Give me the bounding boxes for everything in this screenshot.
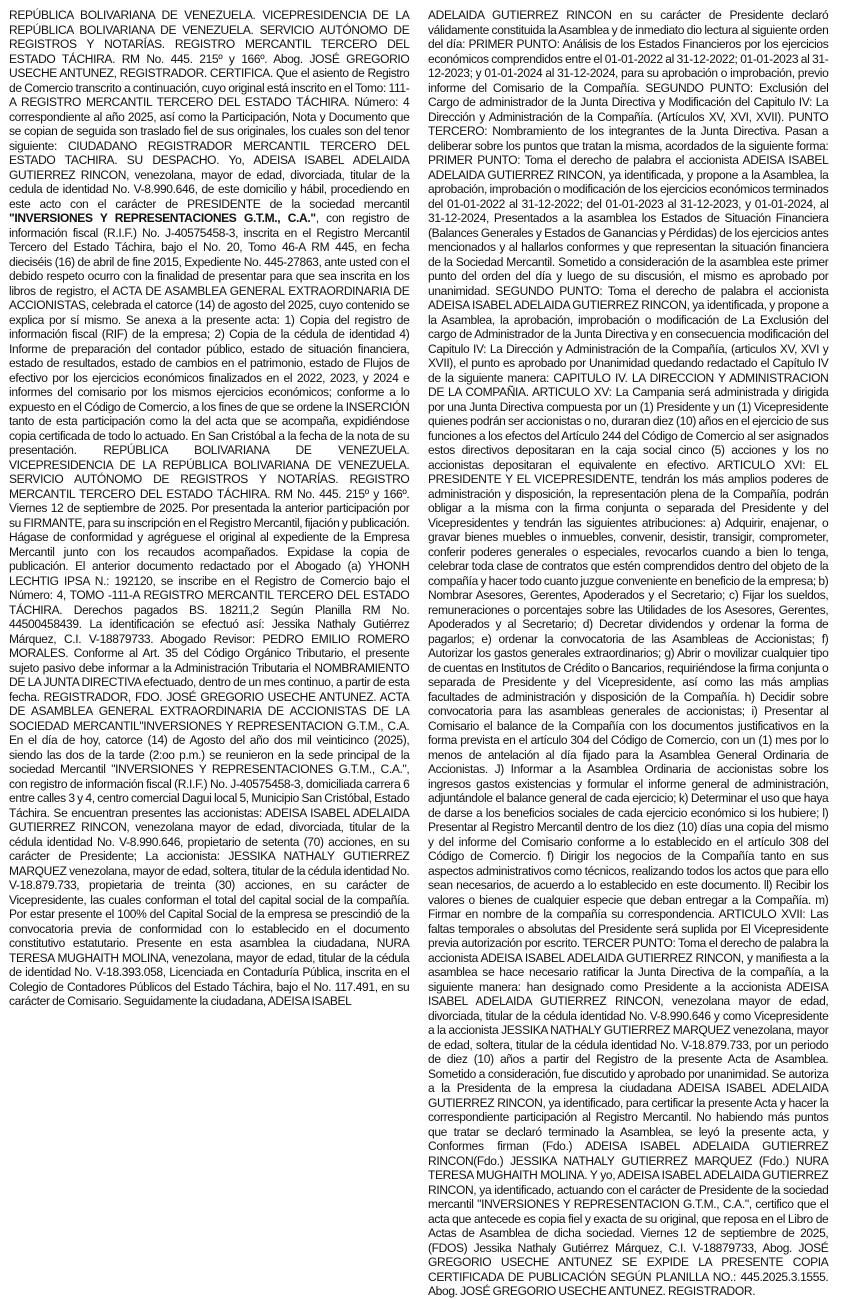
notice-text-part-1: REPÚBLICA BOLIVARIANA DE VENEZUELA. VICEPRESIDENCIA DE LA REPÚBLICA BOLIVARIANA DE VENEZUELA. SERVICIO AUTÓNOMO DE REGISTROS Y NOTARÍAS. REGISTRO MERCANTIL TERCERO DEL ESTADO TÁCHIRA. RM No. 445. 215º y 166º. Abog. JOSÉ GREGORIO USECHE ANTUNEZ, REGISTRADOR. CERTIFICA. Que el asiento de Registro de Comercio transcrito a continuación, cuyo original está inscrito en el Tomo: 111-A REGISTRO MERCANTIL TERCERO DEL ESTADO TÁCHIRA. Número: 4 correspondiente al año 2025, así como la Participación, Nota y Documento que se copian de seguida son traslado fiel de sus originales, los cuales son del tenor siguiente: CIUDADANO REGISTRADOR MERCANTIL TERCERO DEL ESTADO TACHIRA. SU DESPACHO. Yo, ADEISA ISABEL ADELAIDA GUTIERREZ RINCON, venezolana, mayor de edad, divorciada, titular de la cedula de identidad No. V-8.990.646, de este domicilio y hábil, procediendo en este acto con el carácter de PRESIDENTE de la sociedad mercantil (9, 8, 410, 211)
notice-text-continued: ADELAIDA GUTIERREZ RINCON en su carácter de Presidente declaró válidamente constituida la Asamblea y de inmediato dio lectura al siguiente orden del día: PRIMER PUNTO: Análisis de los Estados Financieros por los ejercicios económicos comprendidos entre el 01-01-2022 al 31-12-2022; 01-01-2023 al 31-12-2023; y 01-01-2024 al 31-12-2024, para su aprobación o improbación, previo informe del Comisario de la Compañía. SEGUNDO PUNTO: Exclusión del Cargo de administrador de la Junta Directiva y Modificación del Capitulo IV: La Dirección y Administración de la Compañía. (Artículos XV, XVI, XVII). PUNTO TERCERO: Nombramiento de los integrantes de la Junta Directiva. Pasan a deliberar sobre los puntos que tratan la misma, acordados de la siguiente forma: PRIMER PUNTO: Toma el derecho de palabra el accionista ADEISA ISABEL ADELAIDA GUTIERREZ RINCON, ya identificada, y propone a la Asamblea, la aprobación, improbación o modificación de los ejercicios económicos terminados del 01-01-2022 al 31-12-2022; del 01-01-2023 al 31-12-2023, y 01-01-2024, al 31-12-2024, Presentados a la asamblea los Estados de Situación Financiera (Balances Generales y Estados de Ganancias y Pérdidas) de los ejercicios antes mencionados y al hallarlos conformes y que representan la situación financiera de la Sociedad Mercantil. Sometido a consideración de la asamblea este primer punto del orden del día y luego de su discusión, el mismo es aprobado por unanimidad. SEGUNDO PUNTO: Toma el derecho de palabra el accionista ADEISA ISABEL ADELAIDA GUTIERREZ RINCON, ya identificada, y propone a la Asamblea, la aprobación, improbación o modificación de La Exclusión del cargo de Administrador de la Junta Directiva y en consecuencia modificación del Capitulo IV: La Dirección y Administración de la Compañía, (articulos XV, XVI y XVII), el punto es aprobado por Unanimidad quedando redactado el Capítulo IV de la siguiente manera: CAPITULO IV. LA DIRECCION Y ADMINISTRACION DE LA COMPAÑIA. ARTICULO XV: La Campania será administrada y dirigida por una Junta Directiva compuesta por un (1) Presidente y un (1) Vicepresidente quienes podrán ser accionistas o no, duraran diez (10) años en el ejercicio de sus funciones a los efectos del Artículo 244 del Código de Comercio al ser asignados estos directivos depositaran en la caja social cinco (5) acciones y los no accionistas depositaran el equivalente en efectivo. ARTICULO XVI: EL PRESIDENTE Y EL VICEPRESIDENTE, tendrán los más amplios poderes de administración y disposición, la representación plena de la Compañía, podrán obligar a la misma con la firma conjunta o separada del Presidente y del Vicepresidentes y tendrán las siguientes atribuciones: a) Adquirir, enajenar, o gravar bienes muebles o inmuebles, convenir, desistir, transigir, comprometer, conferir poderes generales o especiales, revocarlos cuando a bien lo tenga, celebrar toda clase de contratos que estén comprendidos dentro del objeto de la compañía y hacer todo cuanto juzgue conveniente en beneficio de la empresa; b) Nombrar Asesores, Gerentes, Apoderados y el Secretario; c) Fijar los sueldos, remuneraciones o porcentajes sobre las Utilidades de los Asesores, Gerentes, Apoderados y al Secretario; d) Decretar dividendos y ordenar la forma de pagarlos; e) ordenar la convocatoria de las Asambleas de Accionistas; f) Autorizar los gastos generales extraordinarios; g) Abrir o movilizar cualquier tipo de cuentas en Institutos de Crédito o Bancarios, requiriéndose la firma conjunta o separada de Presidente y del Vicepresidente, así como las más amplias facultades de administración y disposición de la Compañía. h) Decidir sobre convocatoria para las asambleas generales de accionistas; i) Presentar al Comisario el balance de la Compañía con los documentos justificativos en la forma prevista en el artículo 304 del Código de Comercio, con un (1) mes por lo menos de antelación al día fijado para la Asamblea General Ordinaria de Accionistas. J) Informar a la Asamblea Ordinaria de accionistas sobre los ingresos gastos existencias y formular el informe general de administración, adjuntándole el balance general de cada ejercicio; k) Determinar el uso que haya de darse a los beneficios sociales de cada ejercicio económico si los hubiere; l) Presentar al Registro Mercantil dentro de los diez (10) días una copia del mismo y del informe del Comisario conforme a lo establecido en el artículo 308 del Código de Comercio. f) Dirigir los negocios de la Compañía tanto en sus aspectos administrativos como técnicos, realizando todos los actos que para ello sean necesarios, de acuerdo a lo establecido en este documento. ll) Recibir los valores o bienes de cualquier especie que deban entregar a la Compañía. m) Firmar en nombre de la compañía su correspondencia. ARTICULO XVII: Las faltas temporales o absolutas del Presidente será suplida por El Vicepresidente previa autorización por escrito. TERCER PUNTO: Toma el derecho de palabra la accionista ADEISA ISABEL ADELAIDA GUTIERREZ RINCON, y manifiesta a la asamblea se hace necesario ratificar la Junta Directiva de la compañía, a la siguiente manera: han designado como Presidente a la accionista ADEISA ISABEL ADELAIDA GUTIERREZ RINCON, venezolana mayor de edad, divorciada, titular de la cédula identidad No. V-8.990.646 y como Vicepresidente a la accionista JESSIKA NATHALY GUTIERREZ MARQUEZ venezolana, mayor de edad, soltera, titular de la cédula identidad No. V-18.879.733, por un periodo de diez (10) años a partir del Registro de la presente Acta de Asamblea. Sometido a consideración, fue discutido y aprobado por unanimidad. Se autoriza a la Presidenta de la empresa la ciudadana ADEISA ISABEL ADELAIDA GUTIERREZ RINCON, ya identificado, para certificar la presente Acta y hacer la correspondiente participación al Registro Mercantil. No habiendo más puntos que tratar se declaró terminado la Asamblea, se leyó la presente acta, y Conformes firman (Fdo.) ADEISA ISABEL ADELAIDA GUTIERREZ RINCON(Fdo.) JESSIKA NATHALY GUTIERREZ MARQUEZ (Fdo.) NURA TERESA MUGHAITH MOLINA. Y yo, ADEISA ISABEL ADELAIDA GUTIERREZ RINCON, ya identificado, actuando con el carácter de Presidente de la sociedad mercantil "INVERSIONES Y REPRESENTACION G.T.M., C.A.", certifico que el acta que antecede es copia fiel y exacta de su original, que reposa en el Libro de Actas de Asamblea de dicha sociedad. Viernes 12 de septiembre de 2025, (FDOS) Jessika Nathaly Gutiérrez Márquez, C.I. V-18879733, Abog. JOSÉ GREGORIO USECHE ANTUNEZ SE EXPIDE LA PRESENTE COPIA CERTIFICADA DE PUBLICACIÓN SEGÚN PLANILLA NO.: 445.2025.3.1555. Abog. JOSÉ GREGORIO USECHE ANTUNEZ. REGISTRADOR. (427, 8, 828, 1298)
notice-text-part-2: , con registro de información fiscal (R.I.F.) No. J-40575458-3, inscrita en el Registro Mercantil Tercero del Estado Táchira, bajo el No. 20, Tomo 46-A RM 445, en fecha dieciséis (16) de abril de fine 2015, Expediente No. 445-27863, ante usted con el debido respeto ocurro con la finalidad de presentar para que sea inscrita en los libros de registro, el ACTA DE ASAMBLEA GENERAL EXTRAORDINARIA DE ACCIONISTAS, celebrada el catorce (14) de agosto del 2025, cuyo contenido se explica por sí mismo. Se anexa a la presente acta: 1) Copia del registro de información fiscal (RIF) de la empresa; 2) Copia de la cédula de identidad 4) Informe de preparación del contador público, estado de situación financiera, estado de resultados, estado de cambios en el patrimonio, estado de Flujos de efectivo por los ejercicios económicos finalizados en el 2022, 2023, y 2024 e informes del comisario por los mismos ejercicios económicos; conforme a lo expuesto en el Código de Comercio, a los fines de que se ordene la INSERCIÓN tanto de esta participación como la del acta que se acompaña, expidiéndose copia certificada de todo lo actuado. En San Cristóbal a la fecha de la nota de su presentación. REPÚBLICA BOLIVARIANA DE VENEZUELA. VICEPRESIDENCIA DE LA REPÚBLICA BOLIVARIANA DE VENEZUELA. SERVICIO AUTÓNOMO DE REGISTROS Y NOTARÍAS. REGISTRO MERCANTIL TERCERO DEL ESTADO TÁCHIRA. RM No. 445. 215º y 166º. Viernes 12 de septiembre de 2025. Por presentada la anterior participación por su FIRMANTE, para su inscripción en el Registro Mercantil, fijación y publicación. Hágase de conformidad y agréguese el original al expediente de la Empresa Mercantil junto con los recaudos acompañados. Expidase la copia de publicación. El anterior documento redactado por el Abogado (a) YHONH LECHTIG IPSA N.: 192120, se inscribe en el Registro de Comercio bajo el Número: 4, TOMO -111-A REGISTRO MERCANTIL TERCERO DEL ESTADO TÁCHIRA. Derechos pagados BS. 18211,2 Según Planilla RM No. 44500458439. La identificación se efectuó así: Jessika Nathaly Gutiérrez Márquez, C.I. V-18879733. Abogado Revisor: PEDRO EMILIO ROMERO MORALES. Conforme al Art. 35 del Código Orgánico Tributario, el presente sujeto pasivo debe informar a la Administración Tributaria el NOMBRAMIENTO DE LA JUNTA DIRECTIVA efectuado, dentro de un mes continuo, a partir de esta fecha. REGISTRADOR, FDO. JOSÉ GREGORIO USECHE ANTUNEZ. ACTA DE ASAMBLEA GENERAL EXTRAORDINARIA DE ACCIONISTAS DE LA SOCIEDAD MERCANTIL"INVERSIONES Y REPRESENTACION G.T.M., C.A. En el día de hoy, catorce (14) de Agosto del año dos mil veinticinco (2025), siendo las dos de la tarde (2:oo p.m.) se reunieron en la sede principal de la sociedad Mercantil "INVERSIONES Y REPRESENTACIONES G.T.M., C.A.", con registro de información fiscal (R.I.F.) No. J-40575458-3, domiciliada carrera 6 entre calles 3 y 4, centro comercial Dagui local 5, Municipio San Cristóbal, Estado Táchira. Se encuentran presentes las accionistas: ADEISA ISABEL ADELAIDA GUTIERREZ RINCON, venezolana mayor de edad, divorciada, titular de la cédula identidad No. V-8.990.646, propietario de setenta (70) acciones, en su carácter de Presidente; La accionista: JESSIKA NATHALY GUTIERREZ MARQUEZ venezolana, mayor de edad, soltera, titular de la cédula identidad No. V-18.879.733, propietaria de treinta (30) acciones, en su carácter de Vicepresidente, las cuales conforman el total del capital social de la compañía. Por estar presente el 100% del Capital Social de la empresa se prescindió de la convocatoria previa de conformidad con lo establecido en el documento constitutivo estatutario. Presente en esta asamblea la ciudadana, NURA TERESA MUGHAITH MOLINA, venezolana, mayor de edad, titular de la cédula de identidad No. V-18.393.058, Licenciada en Contaduría Pública, inscrita en el Colegio de Contadores Públicos del Estado Táchira, bajo el No. 117.491, en su carácter de Comisario. Seguidamente la ciudadana, ADEISA ISABEL (9, 211, 410, 1008)
company-name-bold: "INVERSIONES Y REPRESENTACIONES G.T.M., C.A." (9, 211, 316, 225)
notice-column-right (427, 8, 828, 1298)
notice-column-left (9, 8, 409, 1020)
